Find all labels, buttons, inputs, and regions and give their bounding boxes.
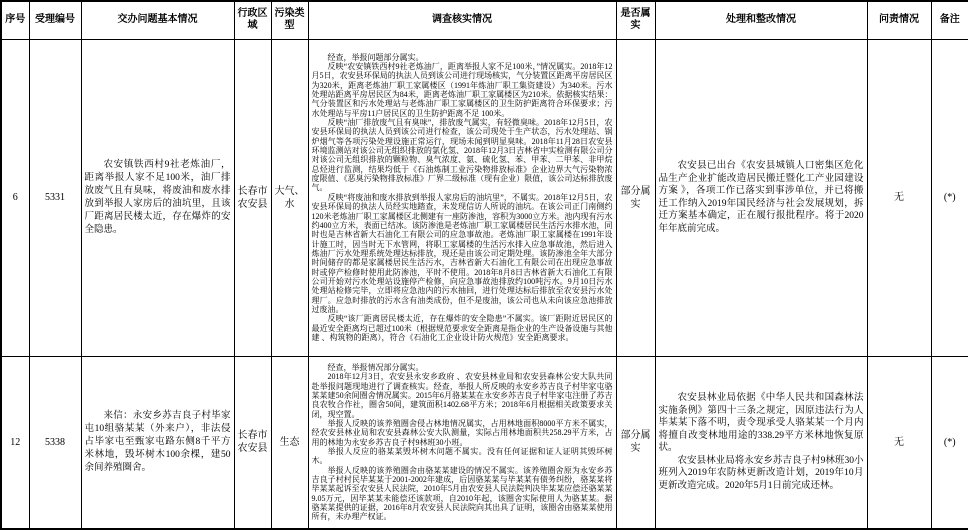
problem-text: 来信：永安乡苏吉良子村毕家屯10组骆某某（外来户），非法侵占毕家屯至甄家屯路东侧8千平方米林地，毁坏树木100余棵，建50余间养殖圈舍。 — [84, 410, 231, 473]
col-header-investigation: 调查核实情况 — [308, 1, 616, 39]
investigation-paragraph: 2018年12月3日，农安县永安乡政府 、农安县林业局和农安县森林公安大队共同赴举报问题现地进行了调查核实。经查，举报人所反映的永安乡苏吉良子村毕家屯骆某某建50余间圈舍情况属实。2015年6月骆某某在永安乡苏吉良子村毕家屯注册了苏吉良农牧合作社，圈舍50间，建筑面积1402.68平方米；2018年6月根据相关政策要求关闭，现空置。 — [311, 372, 613, 419]
investigation-paragraph: 举报人反映的该养殖圈舍由骆某某建设的情况不属实。该养殖圈舍原为永安乡苏吉良子村村民毕某某于2001-2002年建成，后因骆某某与毕某某有债务纠纷，骆某某将毕某某起诉至农安县人民法院，2010年5月由农安县人民法院判决毕某某应偿还骆某某9.05万元，因毕某某未能偿还该款项，自2010年起，该圈舍实际使用人为骆某某。据骆某某提供的证据，2016年8月农安县人民法院向其出具了证明，该圈舍由骆某某使用所有，未办理产权证。 — [311, 465, 613, 522]
verified-cell: 部分属实 — [616, 356, 655, 529]
investigation-paragraph: 举报人反映的该养殖圈舍侵占林地情况属实，占用林地面积8000平方米不属实，经农安县林业局和农安县森林公安大队测量，实际占用林地面积共258.29平方米，占用的林地为永安乡苏吉良子村9林班30小班。 — [311, 418, 613, 447]
remark-cell: (*) — [931, 356, 968, 529]
serial-cell: 6 — [1, 39, 29, 356]
handling-paragraph: 农安县林业局依据《中华人民共和国森林法实施条例》第四十三条之规定，因原违法行为人毕某某下落不明，责令现承受人骆某某一个月内将擅自改变林地用途的338.29平方米林地恢复原状。 — [658, 393, 864, 454]
investigation-paragraph: 反映“该厂距离居民楼太近，存在爆炸的安全隐患”不属实。该厂距附近居民区的最近安全距离均已超过100米（根据规范要求安全距离是指企业的生产设备设施与其他建 、构筑物的距离），符合《石油化工企业设计防火规范》安全距离要求。 — [311, 314, 613, 342]
investigation-paragraph: 反映“油厂排放废气且有臭味”，排放废气属实，有轻微臭味。2018年12月5日，农安县环保局的执法人员到该公司进行检查，该公司现处于生产状态，污水处理站、锅炉烟气等各项污染处理设施正常运行，现场未闻到明显臭味。2018年11月28日农安县环境监测站对该公司无组织排放的氯化氢、2018年12月3日吉林省中实检测有限公司分对该公司无组织排放的颗粒物、臭气浓度、氨、硫化氢、苯、甲苯、二甲苯、非甲烷总烃进行监测，结果均低于《石油炼制工业污染物排放标准》企业边界大气污染物浓度限值、《恶臭污染物排放标准》厂界二级标准（现有企业）限值，该公司达标排放废气。 — [311, 118, 613, 193]
handling-cell — [655, 356, 867, 529]
col-header-verified: 是否属实 — [616, 1, 655, 39]
verified-cell: 部分属实 — [616, 39, 655, 356]
accountability-cell: 无 — [867, 39, 931, 356]
case-no-cell: 5331 — [29, 39, 81, 356]
col-header-pollution-type: 污染类型 — [271, 1, 308, 39]
serial-cell: 12 — [1, 356, 29, 529]
investigation-paragraph: 反映“农安镇铁西村9社老炼油厂，距离举报人家不足100米，”情况属实。2018年12月5日，农安县环保局的执法人员到该公司进行现场核实，气分装置区距离平房居民区为320米，距离老炼油厂职工家属楼区（1991年炼油厂职工集资建设）为340米。污水处理站距离平房居民区为84米，距离老炼油厂职工家属楼区为210米。依据核实结果：气分装置区和污水处理站与老炼油厂职工家属楼区的卫生防护距离符合环保要求；污水处理站与平房11户居民区的卫生防护距离不足 100米。 — [311, 62, 613, 118]
region-cell: 长春市农安县 — [234, 356, 271, 529]
handling-paragraph: 农安县已出台《农安县城镇人口密集区危化品生产企业扩能改造居民搬迁暨化工产业园建设方案 》，各项工作已落实到事涉单位，并已将搬迁工作纳入2019年国民经济与社会发展规划，拆迁方案基本确定，正在履行报批程序。将于2020年年底前完成。 — [658, 161, 864, 234]
problem-text: 农安镇铁西村9社老炼油厂，距离举报人家不足100米，油厂排放废气且有臭味，将废油和废水排放到举报人家房后的油坑里，且该厂距离居民楼太近，存在爆炸的安全隐患。 — [84, 159, 231, 235]
col-header-accountability: 问责情况 — [867, 1, 931, 39]
col-header-handling: 处理和整改情况 — [655, 1, 867, 39]
investigation-cell — [308, 356, 616, 529]
case-no-cell: 5338 — [29, 356, 81, 529]
region-cell: 长春市农安县 — [234, 39, 271, 356]
accountability-cell: 无 — [867, 356, 931, 529]
investigation-cell — [308, 39, 616, 356]
col-header-case-no: 受理编号 — [29, 1, 81, 39]
handling-paragraph: 农安县林业局将永安乡苏吉良子村9林班30小班列入2019年农防林更新改造计划，2019年10月更新改造完成。2020年5月1日前完成还林。 — [658, 455, 864, 491]
col-header-serial: 序号 — [1, 1, 29, 39]
table-row — [1, 39, 968, 356]
col-header-problem: 交办问题基本情况 — [81, 1, 234, 39]
problem-cell — [81, 39, 234, 356]
investigation-paragraph: 举报人反应的骆某某毁坏树木问题不属实。没有任何证据和证人证明其毁坏树木。 — [311, 446, 613, 466]
remark-cell: (*) — [931, 39, 968, 356]
col-header-remark: 备注 — [931, 1, 968, 39]
col-header-region: 行政区域 — [234, 1, 271, 39]
pollution-type-cell: 生态 — [271, 356, 308, 529]
handling-cell — [655, 39, 867, 356]
table-row — [1, 356, 968, 529]
investigation-paragraph: 经查，举报问题部分属实。 — [327, 52, 424, 62]
investigation-paragraph: 经查，举报情况部分属实。 — [327, 362, 424, 372]
pollution-type-cell: 大气、水 — [271, 39, 308, 356]
header-row — [1, 1, 968, 39]
investigation-paragraph: 反映“将废油和废水排放到举报人家房后的油坑里”，不属实。2018年12月5日，农安县环保局的执法人员经实地踏查，未发现信访人所说的油坑。在该公司正门南侧约120米老炼油厂职工家属楼区北侧建有一座防渗池，容积为3000立方米。池内现有污水约400立方米，表面已结冰。该防渗池是老炼油厂职工家属楼居民生活污水排水池，同时也是吉林省新大石油化工有限公司的应急事故池。老炼油厂职工家属楼在1991年设计施工时，因当时无下水管网，将职工家属楼的生活污水排入应急事故池，然后进入炼油厂污水处理系统处理达标排放，现还是由该公司定期处理。该防渗池全年大部分时间储存的都是家属楼居民生活污水，吉林省新大石油化工有限公司在出现应急事故时或停产检修时使用此防渗池，平时不使用。2018年8月8日吉林省新大石油化工有限公司开始对污水处理站设施停产检修，向应急事故池排放约100吨污水。9月10日污水处理站检修完毕，立即将应急池内的污水抽回，进行处理达标后排放至农安县污水处理厂。应急时排放的污水含有油类成份，但不是废油，该公司也从未向该应急池排放过废油。 — [311, 192, 613, 314]
problem-cell — [81, 356, 234, 529]
